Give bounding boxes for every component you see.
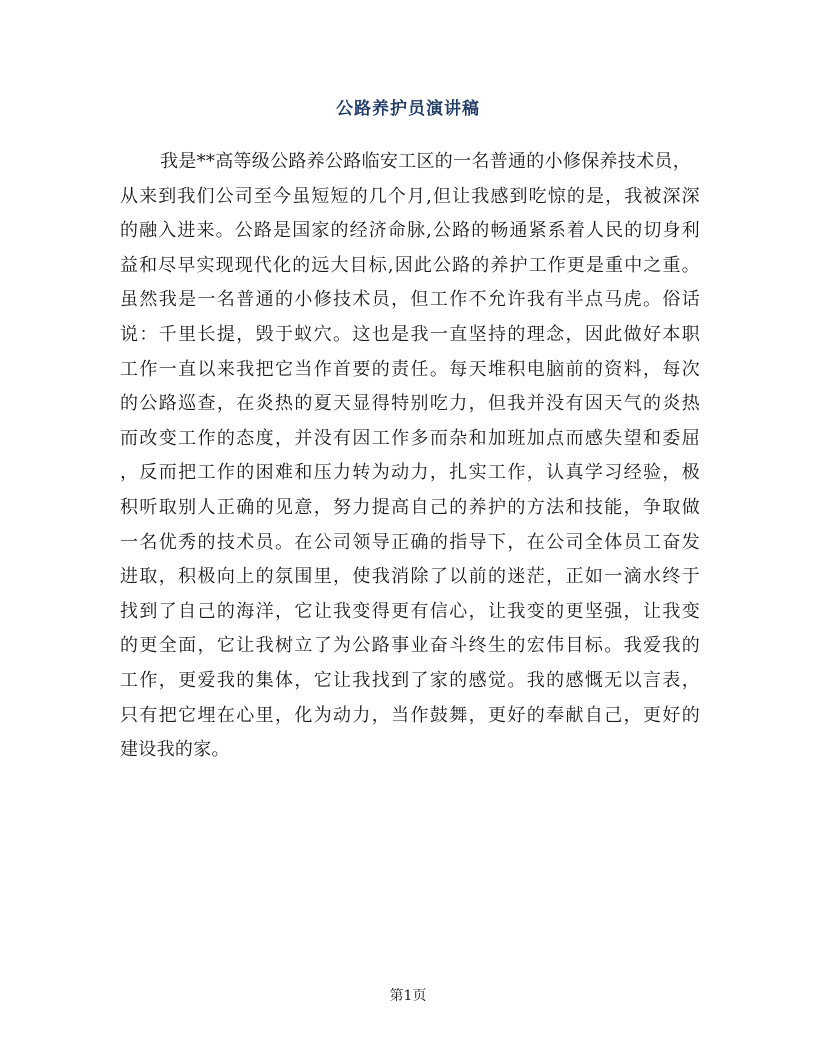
body-line: 工作，更爱我的集体，它让我找到了家的感觉。我的感慨无以言表， (120, 669, 700, 691)
body-line: 积听取别人正确的见意，努力提高自己的养护的方法和技能，争取做 (120, 496, 700, 518)
body-line: 从来到我们公司至今虽短短的几个月,但让我感到吃惊的是，我被深深 (120, 185, 700, 207)
body-line: 益和尽早实现现代化的远大目标,因此公路的养护工作更是重中之重。 (120, 254, 700, 276)
body-line: 找到了自己的海洋，它让我变得更有信心，让我变的更坚强，让我变 (120, 600, 700, 622)
body-line: ，反而把工作的困难和压力转为动力，扎实工作，认真学习经验，极 (120, 462, 700, 484)
body-line: 进取，积极向上的氛围里，使我消除了以前的迷茫，正如一滴水终于 (120, 566, 700, 588)
document-body (120, 145, 700, 768)
document-title: 公路养护员演讲稿 (336, 99, 480, 119)
body-line: 一名优秀的技术员。在公司领导正确的指导下，在公司全体员工奋发 (120, 531, 700, 553)
body-line: 虽然我是一名普通的小修技术员，但工作不允许我有半点马虎。俗话 (120, 289, 700, 311)
body-line: 说：千里长提，毁于蚁穴。这也是我一直坚持的理念，因此做好本职 (120, 323, 700, 345)
body-line: 建设我的家。 (120, 739, 230, 761)
page-number: 第1页 (389, 988, 427, 1004)
body-line: 我是**高等级公路养公路临安工区的一名普通的小修保养技术员， (160, 151, 691, 172)
body-line: 的融入进来。公路是国家的经济命脉,公路的畅通紧系着人民的切身利 (120, 220, 700, 242)
body-line: 而改变工作的态度，并没有因工作多而杂和加班加点而感失望和委屈 (120, 427, 700, 449)
body-line: 的更全面，它让我树立了为公路事业奋斗终生的宏伟目标。我爱我的 (120, 635, 700, 657)
body-line: 只有把它埋在心里，化为动力，当作鼓舞，更好的奉献自己，更好的 (120, 704, 700, 726)
body-line: 的公路巡查，在炎热的夏天显得特别吃力，但我并没有因天气的炎热 (120, 393, 700, 415)
body-line: 工作一直以来我把它当作首要的责任。每天堆积电脑前的资料，每次 (120, 358, 700, 380)
